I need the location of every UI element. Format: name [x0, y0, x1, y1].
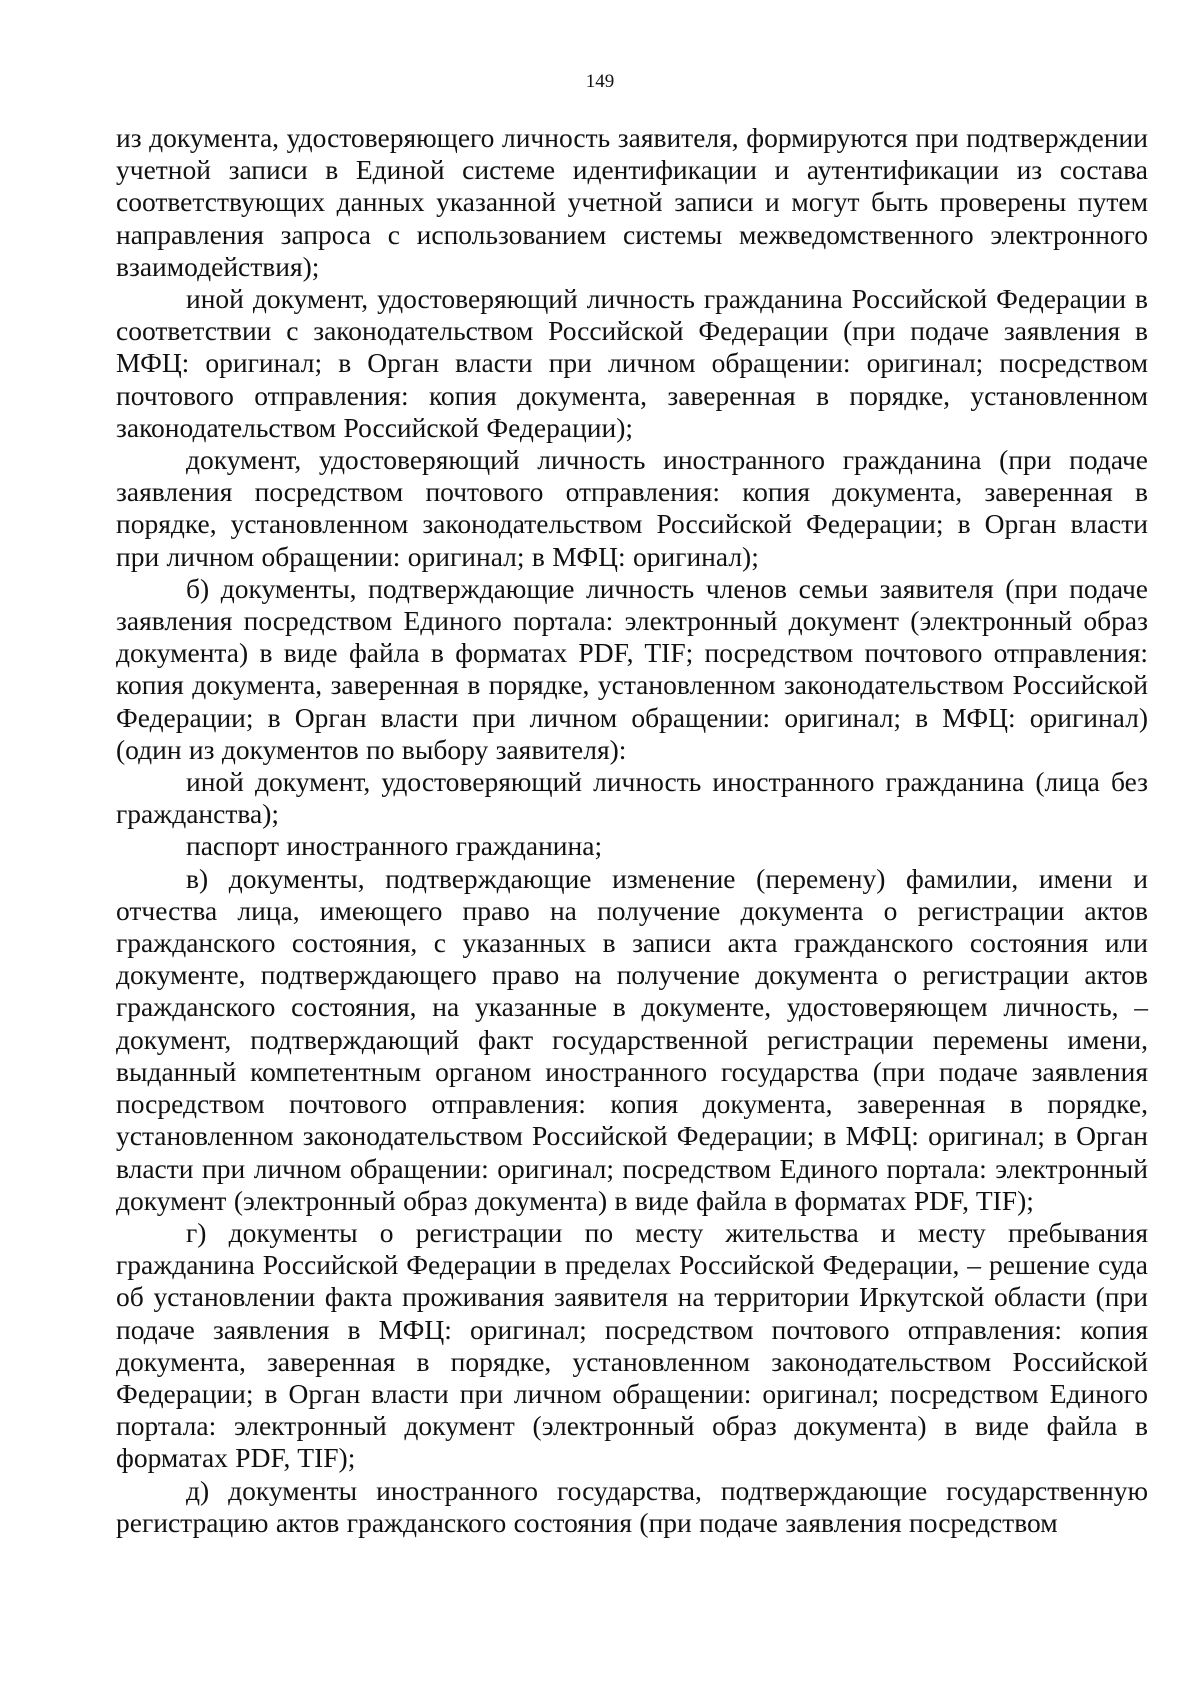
paragraph: д) документы иностранного государства, подтверждающие государственную регистрацию актов гражданского состояния (при подаче заявления посредством	[116, 1474, 1148, 1538]
paragraph-continuation: из документа, удостоверяющего личность заявителя, формируются при подтверждении учетной записи в Единой системе идентификации и аутентификации из состава соответствующих данных указанной учетной записи и могут быть проверены путем направления запроса с использованием системы межведомственного электронного взаимодействия);	[116, 122, 1148, 282]
paragraph: паспорт иностранного гражданина;	[186, 830, 603, 862]
page-number: 149	[585, 71, 615, 92]
document-body	[116, 122, 1148, 1539]
paragraph: иной документ, удостоверяющий личность иностранного гражданина (лица без гражданства);	[116, 766, 1148, 830]
paragraph: иной документ, удостоверяющий личность гражданина Российской Федерации в соответствии с законодательством Российской Федерации (при подаче заявления в МФЦ: оригинал; в Орган власти при личном обращении: оригинал; посредством почтового отправления: копия документа, заверенная в порядке, установленном законодательством Российской Федерации);	[116, 283, 1148, 443]
paragraph: б) документы, подтверждающие личность членов семьи заявителя (при подаче заявления посредством Единого портала: электронный документ (электронный образ документа) в виде файла в форматах PDF, TIF; посредством почтового отправления: копия документа, заверенная в порядке, установленном законодательством Российской Федерации; в Орган власти при личном обращении: оригинал; в МФЦ: оригинал) (один из документов по выбору заявителя):	[116, 572, 1148, 765]
paragraph: документ, удостоверяющий личность иностранного гражданина (при подаче заявления посредством почтового отправления: копия документа, заверенная в порядке, установленном законодательством Российской Федерации; в Орган власти при личном обращении: оригинал; в МФЦ: оригинал);	[116, 444, 1148, 572]
paragraph: в) документы, подтверждающие изменение (перемену) фамилии, имени и отчества лица, имеющего право на получение документа о регистрации актов гражданского состояния, с указанных в записи акта гражданского состояния или документе, подтверждающего право на получение документа о регистрации актов гражданского состояния, на указанные в документе, удостоверяющем личность, – документ, подтверждающий факт государственной регистрации перемены имени, выданный компетентным органом иностранного государства (при подаче заявления посредством почтового отправления: копия документа, заверенная в порядке, установленном законодательством Российской Федерации; в МФЦ: оригинал; в Орган власти при личном обращении: оригинал; посредством Единого портала: электронный документ (электронный образ документа) в виде файла в форматах PDF, TIF);	[116, 862, 1148, 1216]
paragraph: г) документы о регистрации по месту жительства и месту пребывания гражданина Российской Федерации в пределах Российской Федерации, – решение суда об установлении факта проживания заявителя на территории Иркутской области (при подаче заявления в МФЦ: оригинал; посредством почтового отправления: копия документа, заверенная в порядке, установленном законодательством Российской Федерации; в Орган власти при личном обращении: оригинал; посредством Единого портала: электронный документ (электронный образ документа) в виде файла в форматах PDF, TIF);	[116, 1216, 1148, 1474]
